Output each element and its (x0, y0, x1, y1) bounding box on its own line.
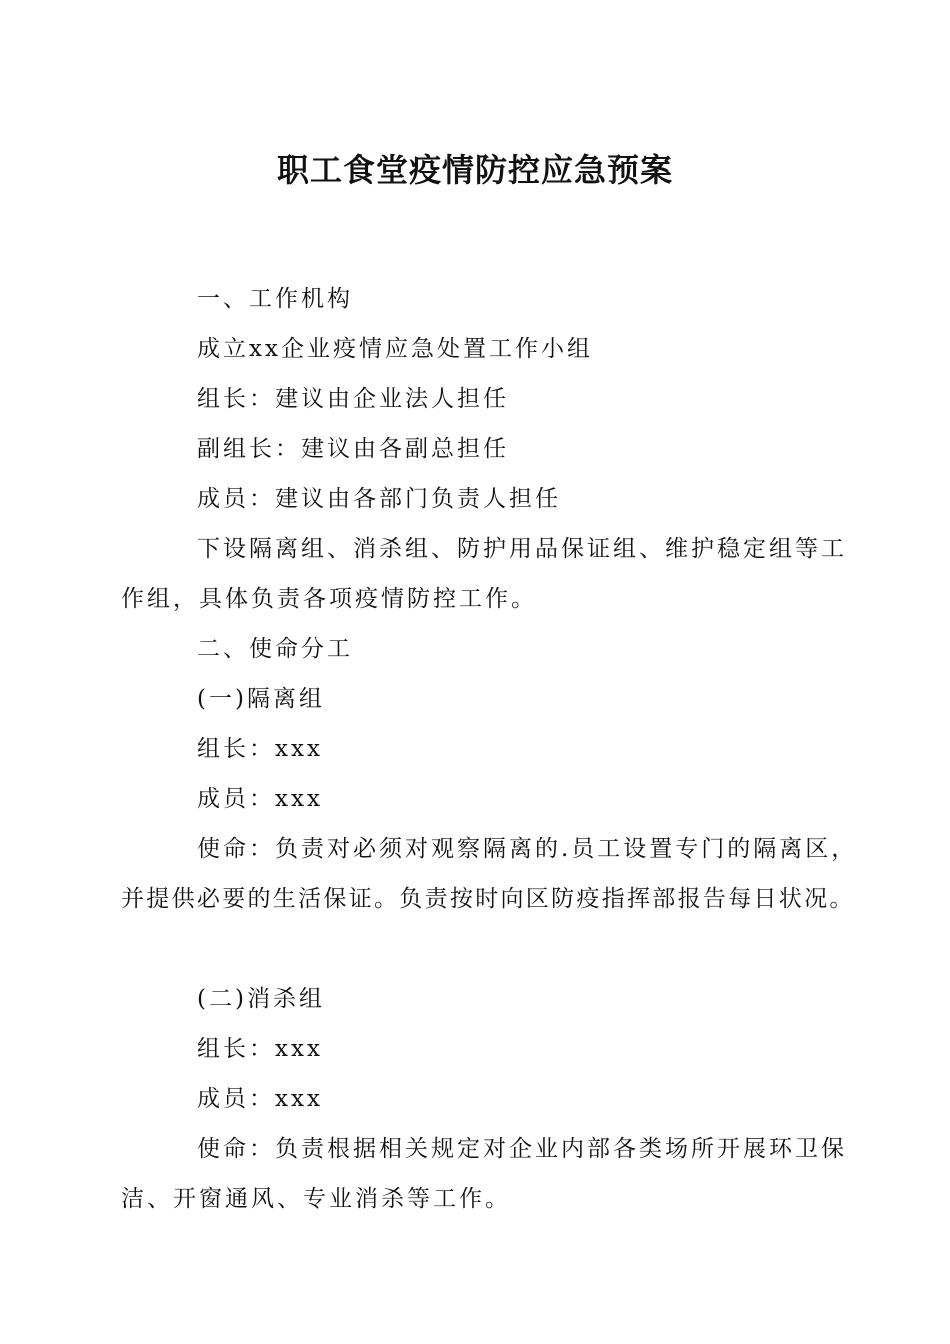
paragraph-disinfection-members: 成员：xxx (197, 1086, 323, 1112)
paragraph-establish-team: 成立xx企业疫情应急处置工作小组 (197, 336, 593, 362)
paragraph-spacer (121, 924, 841, 974)
document-body (121, 274, 858, 1224)
paragraph-disinfection-mission-line-2: 洁、开窗通风、专业消杀等工作。 (121, 1186, 511, 1212)
paragraph-working-groups-line-1: 下设隔离组、消杀组、防护用品保证组、维护稳定组等工 (197, 536, 847, 562)
paragraph-team-leader: 组长：建议由企业法人担任 (197, 386, 509, 412)
subsection-heading-disinfection-group: (二)消杀组 (197, 986, 325, 1012)
section-heading-work-organization: 一、工作机构 (197, 286, 353, 312)
paragraph-disinfection-mission-line-1: 使命：负责根据相关规定对企业内部各类场所开展环卫保 (197, 1136, 847, 1162)
paragraph-working-groups-line-2: 作组，具体负责各项疫情防控工作。 (121, 586, 537, 612)
document-title: 职工食堂疫情防控应急预案 (276, 151, 673, 189)
paragraph-isolation-mission-line-1: 使命：负责对必须对观察隔离的.员工设置专门的隔离区， (197, 836, 858, 862)
section-heading-duties: 二、使命分工 (197, 636, 353, 662)
paragraph-isolation-mission-line-2: 并提供必要的生活保证。负责按时向区防疫指挥部报告每日状况。 (121, 886, 855, 912)
paragraph-deputy-leader: 副组长：建议由各副总担任 (197, 436, 509, 462)
paragraph-members: 成员：建议由各部门负责人担任 (197, 486, 561, 512)
paragraph-isolation-members: 成员：xxx (197, 786, 323, 812)
paragraph-disinfection-leader: 组长：xxx (197, 1036, 323, 1062)
paragraph-isolation-leader: 组长：xxx (197, 736, 323, 762)
subsection-heading-isolation-group: (一)隔离组 (197, 686, 325, 712)
